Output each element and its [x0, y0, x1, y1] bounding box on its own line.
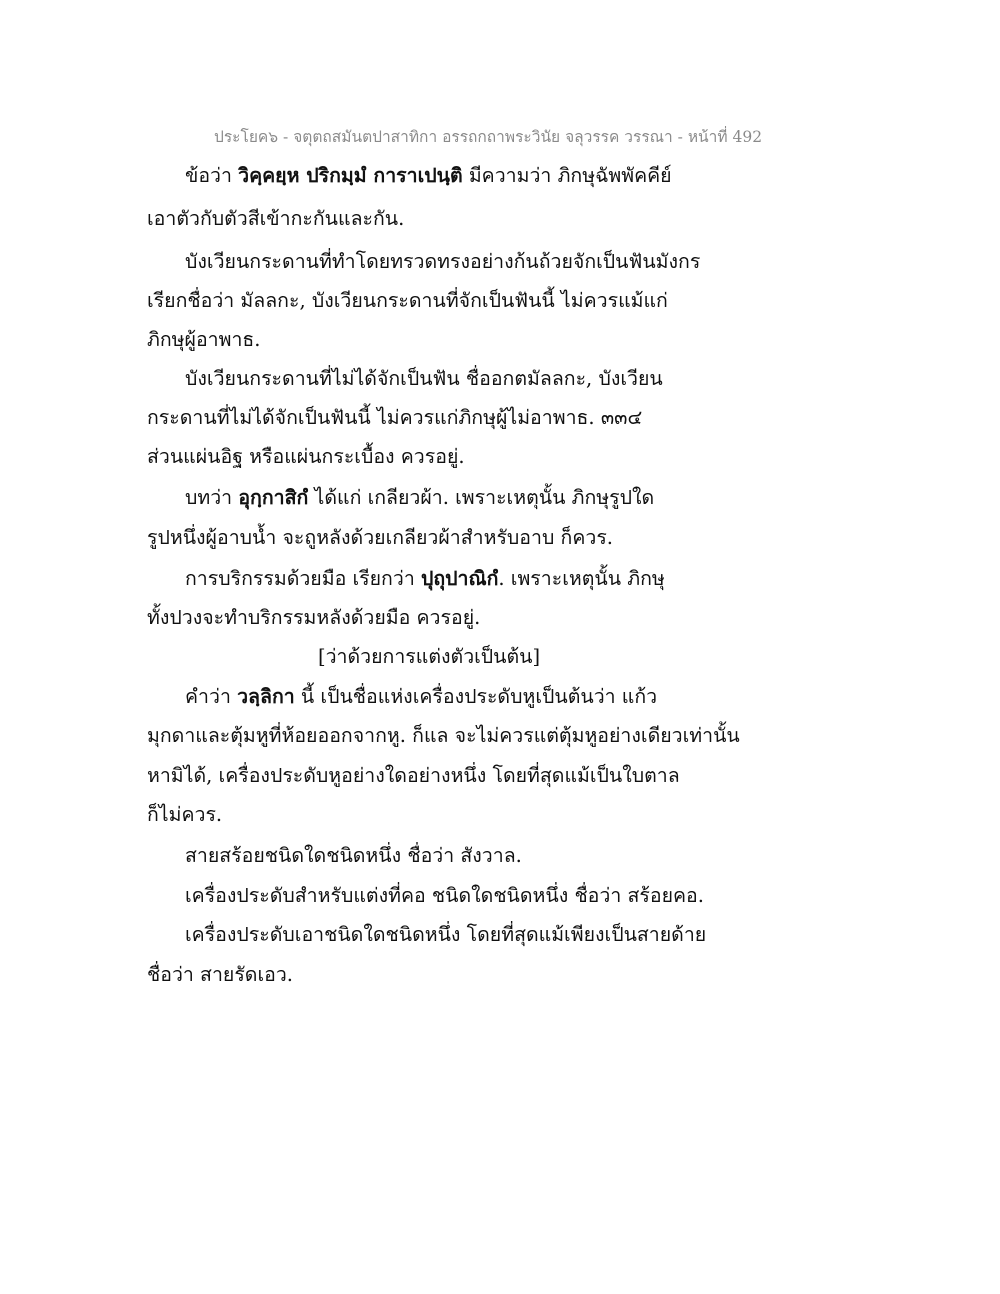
text: ข้อว่า	[185, 164, 239, 187]
text: บทว่า	[185, 486, 239, 509]
paragraph-line: หามิได้, เครื่องประดับหูอย่างใดอย่างหนึ่ง โดยที่สุดแม้เป็นใบตาล	[147, 764, 680, 787]
paragraph-line: ทั้งปวงจะทำบริกรรมหลังด้วยมือ ควรอยู่.	[147, 606, 481, 629]
paragraph-line: ก็ไม่ควร.	[147, 803, 223, 826]
text: การบริกรรมด้วยมือ เรียกว่า	[185, 567, 421, 590]
paragraph-line: สายสร้อยชนิดใดชนิดหนึ่ง ชื่อว่า สังวาล.	[185, 844, 522, 867]
text: ได้แก่ เกลียวผ้า. เพราะเหตุนั้น ภิกษุรูปใด	[308, 486, 655, 509]
paragraph-line: เอาตัวกับตัวสีเข้ากะกันและกัน.	[147, 207, 405, 230]
paragraph-line: ส่วนแผ่นอิฐ หรือแผ่นกระเบื้อง ควรอยู่.	[147, 445, 465, 468]
pali-term: วลฺลิกา	[237, 685, 295, 708]
text: มีความว่า ภิกษุฉัพพัคคีย์	[462, 164, 672, 187]
text: นี้ เป็นชื่อแห่งเครื่องประดับหูเป็นต้นว่า แก้ว	[294, 685, 658, 708]
paragraph-line: บังเวียนกระดานที่ทำโดยทรวดทรงอย่างก้นถ้วยจักเป็นฟันมังกร	[185, 250, 701, 273]
text: คำว่า	[185, 685, 238, 708]
paragraph-line: รูปหนึ่งผู้อาบน้ำ จะถูหลังด้วยเกลียวผ้าสำหรับอาบ ก็ควร.	[147, 526, 614, 549]
paragraph-line: เครื่องประดับเอาชนิดใดชนิดหนึ่ง โดยที่สุดแม้เพียงเป็นสายด้าย	[185, 923, 707, 946]
pali-term: อุกฺกาสิกํ	[238, 486, 309, 509]
paragraph-line: ชื่อว่า สายรัดเอว.	[147, 963, 293, 986]
paragraph-line: กระดานที่ไม่ได้จักเป็นฟันนี้ ไม่ควรแก่ภิกษุผู้ไม่อาพาธ. ๓๓๔	[147, 406, 643, 429]
pali-term: วิคฺคยฺห ปริกมฺมํ การาเปนฺติ	[238, 164, 463, 187]
pali-term: ปุถุปาณิกํ	[420, 567, 499, 590]
text: . เพราะเหตุนั้น ภิกษุ	[498, 567, 665, 590]
paragraph-line	[185, 160, 672, 191]
paragraph-line: เรียกชื่อว่า มัลลกะ, บังเวียนกระดานที่จักเป็นฟันนี้ ไม่ควรแม้แก่	[147, 289, 668, 312]
paragraph-line	[185, 482, 654, 513]
paragraph-line	[185, 563, 665, 594]
paragraph-line: มุกดาและตุ้มหูที่ห้อยออกจากหู. ก็แล จะไม่ควรแต่ตุ้มหูอย่างเดียวเท่านั้น	[147, 724, 740, 747]
paragraph-line: เครื่องประดับสำหรับแต่งที่คอ ชนิดใดชนิดหนึ่ง ชื่อว่า สร้อยคอ.	[185, 884, 704, 907]
paragraph-line	[185, 681, 657, 712]
section-subheading: [ว่าด้วยการแต่งตัวเป็นต้น]	[318, 645, 541, 668]
page-header: ประโยค๖ - จตุตถสมันตปาสาทิกา อรรถกถาพระวินัย จลุวรรค วรรณา - หน้าที่ 492	[214, 128, 763, 146]
paragraph-line: บังเวียนกระดานที่ไม่ได้จักเป็นฟัน ชื่ออกตมัลลกะ, บังเวียน	[185, 367, 663, 390]
paragraph-line: ภิกษุผู้อาพาธ.	[147, 328, 261, 351]
